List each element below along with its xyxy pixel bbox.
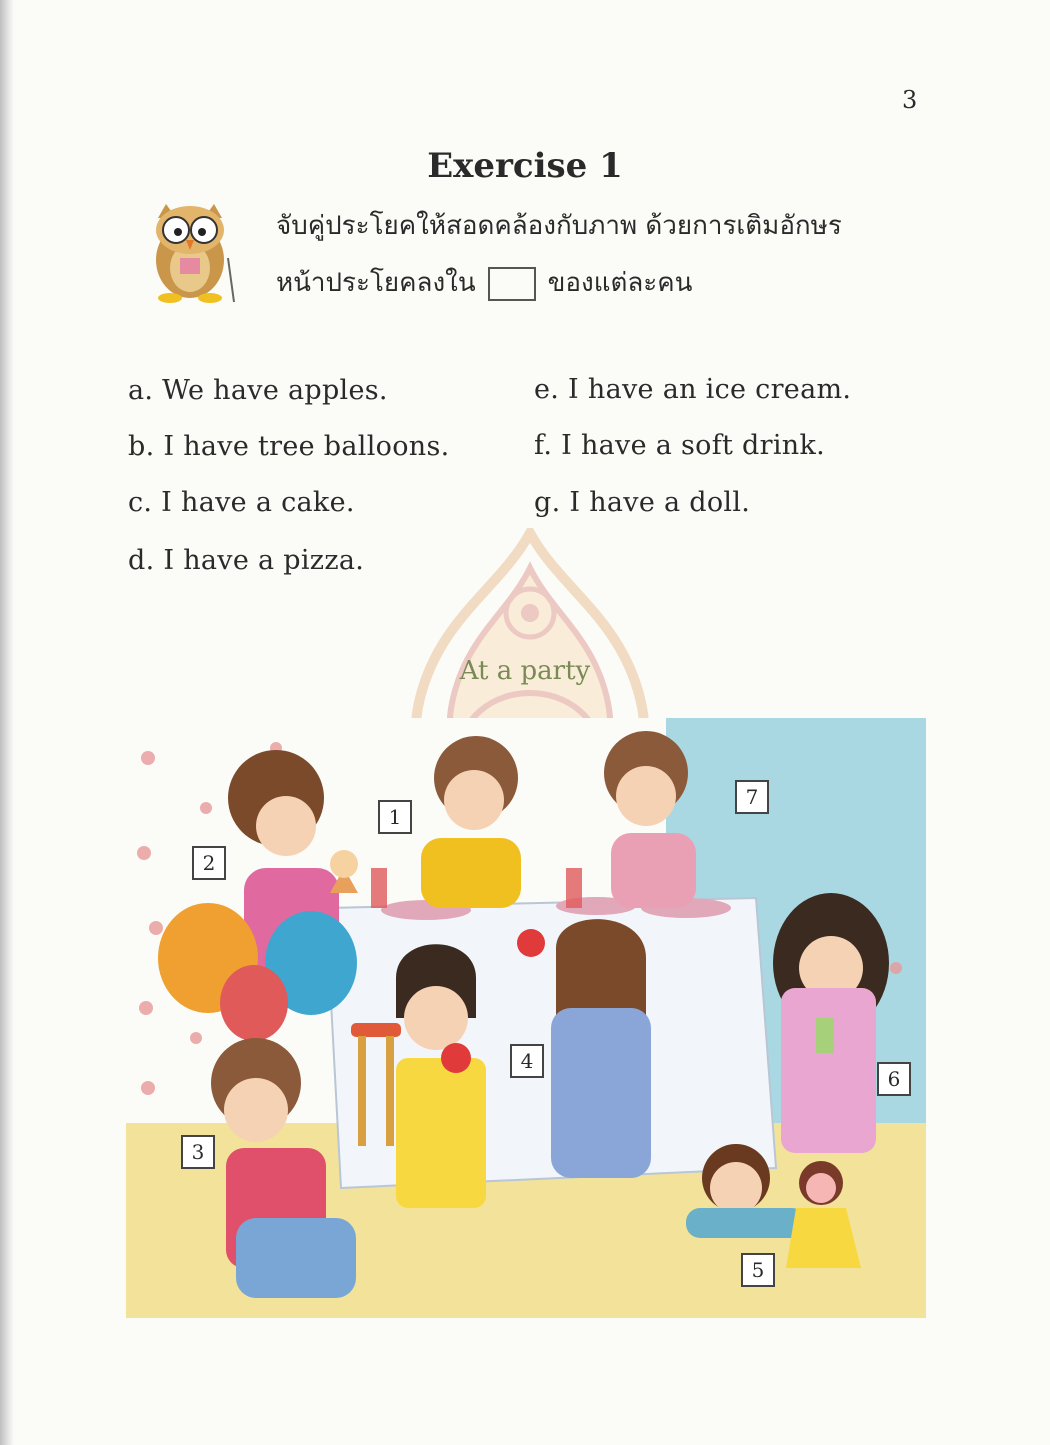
page-number: 3 xyxy=(902,86,918,114)
instruction-line-1: จับคู่ประโยคให้สอดคล้องกับภาพ ด้วยการเติมอักษร xyxy=(276,211,842,241)
answer-box-1: 1 xyxy=(378,800,412,834)
answer-box-2: 2 xyxy=(192,846,226,880)
sentence-b: b. I have tree balloons. xyxy=(128,431,450,462)
sentence-e: e. I have an ice cream. xyxy=(534,374,852,405)
answer-box-3: 3 xyxy=(181,1135,215,1169)
answer-box-4: 4 xyxy=(510,1044,544,1078)
answer-box-6: 6 xyxy=(877,1062,911,1096)
answer-box-5: 5 xyxy=(741,1253,775,1287)
party-scene-illustration xyxy=(126,718,926,1318)
instruction-line-2 xyxy=(276,262,692,303)
blank-box-icon xyxy=(488,267,536,301)
page-binding-shadow xyxy=(0,0,14,1445)
sentence-a: a. We have apples. xyxy=(128,375,388,406)
owl-mascot-icon xyxy=(140,198,240,306)
picture-caption: At a party xyxy=(459,656,591,686)
sentence-f: f. I have a soft drink. xyxy=(534,430,826,461)
exercise-title: Exercise 1 xyxy=(427,146,623,186)
instruction-line-2-start: หน้าประโยคลงใน xyxy=(276,268,476,298)
sentence-d: d. I have a pizza. xyxy=(128,545,365,576)
sentence-c: c. I have a cake. xyxy=(128,487,355,518)
instruction-line-2-end: ของแต่ละคน xyxy=(547,268,693,298)
answer-box-7: 7 xyxy=(735,780,769,814)
sentence-g: g. I have a doll. xyxy=(534,487,751,518)
